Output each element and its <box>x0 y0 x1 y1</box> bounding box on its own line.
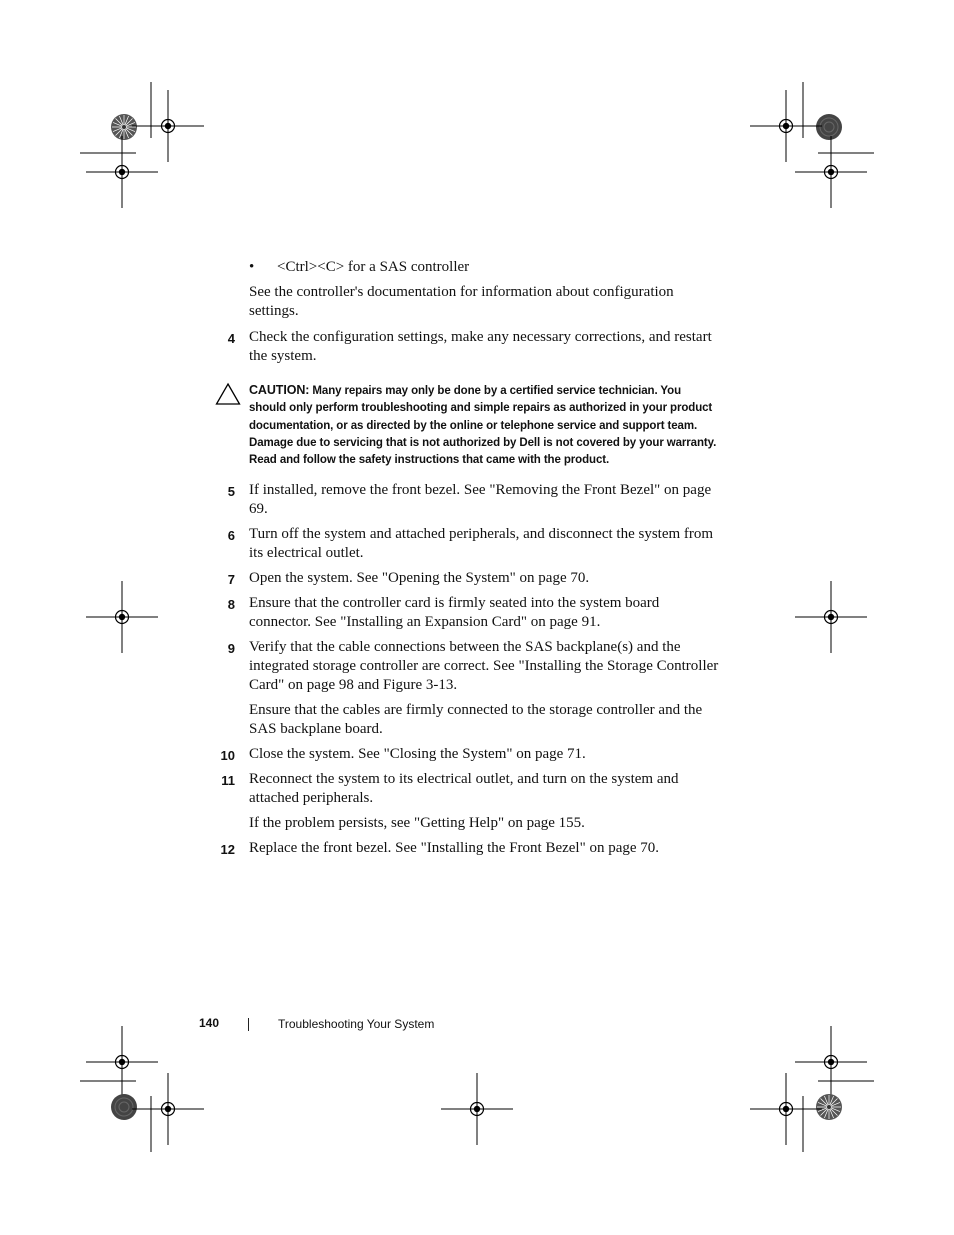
step-item <box>215 839 720 858</box>
page-number: 140 <box>199 1016 220 1030</box>
step-item <box>215 745 720 764</box>
step-item <box>215 481 720 519</box>
step-note: If the problem persists, see "Getting Help" on page 155. <box>249 815 585 832</box>
step-number: 12 <box>220 842 235 858</box>
step-text: Close the system. See "Closing the System" on page 71. <box>249 746 586 763</box>
footer-divider <box>248 1018 249 1031</box>
step-text: Ensure that the controller card is firmly seated into the system board connector. See "Installing an Expansion Card" on page 91. <box>249 595 660 631</box>
steps-list-before-caution <box>215 328 720 366</box>
step-item <box>215 594 720 632</box>
step-number: 9 <box>227 641 235 657</box>
step-item <box>215 569 720 588</box>
registration-mark-icon <box>86 581 158 653</box>
step-number: 11 <box>221 773 235 789</box>
registration-mark-icon <box>795 1026 867 1098</box>
registration-mark-icon <box>132 1073 204 1145</box>
step-text: Replace the front bezel. See "Installing the Front Bezel" on page 70. <box>249 840 660 857</box>
step-text: Reconnect the system to its electrical outlet, and turn on the system and attached peripherals. <box>249 771 679 807</box>
registration-mark-icon <box>816 1094 842 1120</box>
registration-mark-icon <box>795 136 867 208</box>
step-number: 6 <box>227 528 235 544</box>
step-number: 5 <box>227 484 235 500</box>
step-note: Ensure that the cables are firmly connected to the storage controller and the SAS backplane board. <box>249 702 703 738</box>
bullet-item <box>215 258 720 277</box>
registration-mark-icon <box>750 1073 822 1145</box>
caution-label: CAUTION: <box>249 383 310 397</box>
step-item <box>215 638 720 695</box>
registration-mark-icon <box>132 90 204 162</box>
step-text: If installed, remove the front bezel. See "Removing the Front Bezel" on page 69. <box>249 482 712 518</box>
caution-triangle-icon <box>215 382 241 406</box>
registration-mark-icon <box>750 90 822 162</box>
page-body <box>215 258 720 864</box>
step-number: 7 <box>227 572 235 588</box>
caution-body: Many repairs may only be done by a certified service technician. You should only perform troubleshooting and simple repairs as authorized in your product documentation, or as directed by the online or telephone service and support team. Damage due to servicing that is not authorized by Dell is not covered by your warranty. Read and follow the safety instructions that came with the product. <box>249 385 717 467</box>
registration-mark-icon <box>86 1026 158 1098</box>
registration-mark-icon <box>111 1094 137 1120</box>
footer-section-title: Troubleshooting Your System <box>278 1017 435 1031</box>
step-number: 10 <box>220 748 235 764</box>
step-number: 8 <box>227 597 235 613</box>
registration-mark-icon <box>86 136 158 208</box>
step-text: Turn off the system and attached peripherals, and disconnect the system from its electrical outlet. <box>249 526 714 562</box>
registration-mark-icon <box>441 1073 513 1145</box>
step-item <box>215 770 720 808</box>
bullet-glyph: • <box>249 259 255 275</box>
step-text: Check the configuration settings, make any necessary corrections, and restart the system. <box>249 329 712 364</box>
step-number: 4 <box>227 331 235 346</box>
registration-mark-icon <box>111 114 137 140</box>
step-text: Open the system. See "Opening the System" on page 70. <box>249 570 590 587</box>
step-item <box>215 525 720 563</box>
registration-mark-icon <box>795 581 867 653</box>
intro-paragraph: See the controller's documentation for information about configuration settings. <box>249 284 674 319</box>
registration-mark-icon <box>816 114 842 140</box>
page-footer <box>0 1014 954 1034</box>
caution-notice <box>215 382 720 469</box>
steps-list-after-caution <box>215 481 720 858</box>
step-item <box>215 328 720 366</box>
bullet-text: <Ctrl><C> for a SAS controller <box>277 259 470 275</box>
step-text: Verify that the cable connections between the SAS backplane(s) and the integrated storage controller are correct. See "Installing the Storage Controller Card" on page 98 and Figure 3-13. <box>249 639 719 694</box>
caution-text-block <box>249 382 720 469</box>
